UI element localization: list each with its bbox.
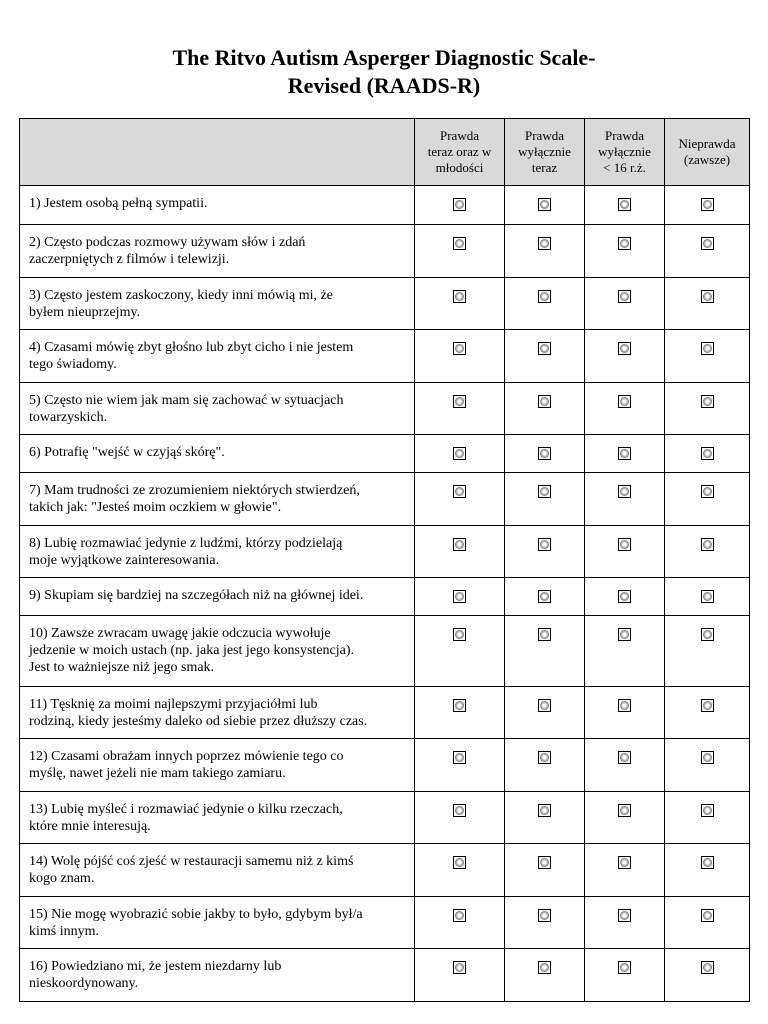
answer-cell: [665, 687, 750, 739]
answer-cell: [415, 739, 505, 792]
question-line: 16) Powiedziano mi, że jestem niezdarny lub: [29, 959, 282, 974]
answer-cell: [505, 435, 585, 473]
checkbox-never-true[interactable]: [701, 485, 714, 498]
answer-cell: [665, 330, 750, 383]
table-row: [20, 435, 750, 473]
checkbox-true-only-under-16[interactable]: [618, 237, 631, 250]
column-header-line: teraz oraz w: [427, 144, 492, 159]
checkbox-true-only-now[interactable]: [538, 856, 551, 869]
answer-cell: [415, 687, 505, 739]
checkbox-never-true[interactable]: [701, 961, 714, 974]
question-line: 12) Czasami obrażam innych poprzez mówienie tego co: [29, 749, 344, 764]
answer-cell: [415, 435, 505, 473]
answer-cell: [665, 225, 750, 278]
column-header-line: teraz: [531, 160, 558, 175]
column-header-line: wyłącznie: [598, 144, 651, 159]
question-line: jedzenie w moich ustach (np. jaka jest jego konsystencja).: [29, 643, 355, 658]
table-row: [20, 687, 750, 739]
question-line: 8) Lubię rozmawiać jedynie z ludźmi, którzy podzielają: [29, 536, 343, 551]
answer-cell: [665, 526, 750, 578]
checkbox-never-true[interactable]: [701, 538, 714, 551]
answer-cell: [505, 186, 585, 225]
answer-cell: [665, 792, 750, 844]
checkbox-never-true[interactable]: [701, 699, 714, 712]
checkbox-true-only-now[interactable]: [538, 590, 551, 603]
checkbox-never-true[interactable]: [701, 447, 714, 460]
answer-cell: [585, 949, 665, 1002]
question-line: 14) Wolę pójść coś zjeść w restauracji samemu niż z kimś: [29, 854, 354, 869]
document-title-line-2: Revised (RAADS-R): [287, 73, 481, 98]
document-title: [0, 44, 768, 100]
question-line: które mnie interesują.: [29, 819, 151, 834]
answer-cell: [665, 949, 750, 1002]
answer-cell: [585, 687, 665, 739]
answer-cell: [415, 526, 505, 578]
question-line: towarzyskich.: [29, 410, 108, 425]
answer-cell: [505, 844, 585, 897]
question-column-header: [20, 119, 415, 186]
question-line: rodziną, kiedy jesteśmy daleko od siebie przez dłuższy czas.: [29, 714, 368, 729]
table-header-row: [20, 119, 750, 186]
question-line: 6) Potrafię "wejść w czyjąś skórę".: [29, 445, 225, 460]
checkbox-true-only-under-16[interactable]: [618, 628, 631, 641]
checkbox-true-only-under-16[interactable]: [618, 590, 631, 603]
checkbox-true-only-under-16[interactable]: [618, 395, 631, 408]
checkbox-true-only-now[interactable]: [538, 237, 551, 250]
answer-cell: [585, 473, 665, 526]
checkbox-never-true[interactable]: [701, 290, 714, 303]
question-line: 5) Często nie wiem jak mam się zachować w sytuacjach: [29, 393, 344, 408]
question-line: 9) Skupiam się bardziej na szczegółach niż na głównej idei.: [29, 588, 364, 603]
question-text: [20, 616, 415, 687]
checkbox-true-now-and-youth[interactable]: [453, 590, 466, 603]
answer-cell: [665, 435, 750, 473]
checkbox-true-now-and-youth[interactable]: [453, 237, 466, 250]
column-header-true-only-now: [505, 119, 585, 186]
answer-cell: [415, 844, 505, 897]
table-row: [20, 739, 750, 792]
checkbox-true-now-and-youth[interactable]: [453, 628, 466, 641]
checkbox-true-only-under-16[interactable]: [618, 856, 631, 869]
answer-cell: [415, 792, 505, 844]
answer-cell: [585, 897, 665, 949]
document-title-line-1: The Ritvo Autism Asperger Diagnostic Scale-: [172, 45, 596, 70]
answer-cell: [665, 383, 750, 435]
answer-cell: [415, 186, 505, 225]
checkbox-true-only-now[interactable]: [538, 751, 551, 764]
checkbox-true-only-under-16[interactable]: [618, 699, 631, 712]
question-text: [20, 949, 415, 1002]
column-header-never-true: [665, 119, 750, 186]
answer-cell: [665, 897, 750, 949]
checkbox-true-only-now[interactable]: [538, 485, 551, 498]
answer-cell: [665, 278, 750, 330]
question-line: 1) Jestem osobą pełną sympatii.: [29, 196, 208, 211]
question-text: [20, 278, 415, 330]
column-header-line: (zawsze): [683, 152, 731, 167]
question-line: 7) Mam trudności ze zrozumieniem niektórych stwierdzeń,: [29, 483, 360, 498]
answer-cell: [505, 578, 585, 616]
question-line: byłem nieuprzejmy.: [29, 305, 141, 320]
checkbox-true-only-under-16[interactable]: [618, 447, 631, 460]
answer-cell: [505, 897, 585, 949]
checkbox-true-only-under-16[interactable]: [618, 538, 631, 551]
question-text: [20, 383, 415, 435]
answer-cell: [505, 278, 585, 330]
answer-cell: [415, 897, 505, 949]
checkbox-true-only-under-16[interactable]: [618, 290, 631, 303]
checkbox-true-only-under-16[interactable]: [618, 751, 631, 764]
answer-cell: [415, 949, 505, 1002]
question-text: [20, 687, 415, 739]
column-header-line: młodości: [435, 160, 484, 175]
checkbox-true-only-now[interactable]: [538, 290, 551, 303]
question-line: 15) Nie mogę wyobrazić sobie jakby to było, gdybym był/a: [29, 907, 363, 922]
checkbox-true-only-under-16[interactable]: [618, 198, 631, 211]
answer-cell: [415, 383, 505, 435]
answer-cell: [505, 330, 585, 383]
checkbox-true-only-now[interactable]: [538, 342, 551, 355]
checkbox-true-now-and-youth[interactable]: [453, 395, 466, 408]
checkbox-true-only-under-16[interactable]: [618, 804, 631, 817]
checkbox-true-now-and-youth[interactable]: [453, 699, 466, 712]
question-line: kimś innym.: [29, 924, 100, 939]
column-header-line: wyłącznie: [518, 144, 571, 159]
checkbox-never-true[interactable]: [701, 856, 714, 869]
question-text: [20, 844, 415, 897]
answer-cell: [505, 225, 585, 278]
answer-cell: [665, 186, 750, 225]
answer-cell: [585, 578, 665, 616]
answer-cell: [415, 225, 505, 278]
column-header-line: Nieprawda: [678, 136, 736, 151]
table-row: [20, 278, 750, 330]
table-row: [20, 844, 750, 897]
answer-cell: [585, 383, 665, 435]
answer-cell: [585, 435, 665, 473]
table-row: [20, 225, 750, 278]
checkbox-true-now-and-youth[interactable]: [453, 342, 466, 355]
question-line: 13) Lubię myśleć i rozmawiać jedynie o kilku rzeczach,: [29, 802, 343, 817]
answer-cell: [415, 473, 505, 526]
checkbox-never-true[interactable]: [701, 395, 714, 408]
checkbox-true-only-now[interactable]: [538, 628, 551, 641]
checkbox-true-now-and-youth[interactable]: [453, 961, 466, 974]
answer-cell: [585, 739, 665, 792]
question-line: Jest to ważniejsze niż jego smak.: [29, 660, 215, 675]
answer-cell: [415, 278, 505, 330]
question-line: zaczerpniętych z filmów i telewizji.: [29, 252, 230, 267]
question-line: 3) Często jestem zaskoczony, kiedy inni mówią mi, że: [29, 288, 333, 303]
question-line: 4) Czasami mówię zbyt głośno lub zbyt cicho i nie jestem: [29, 340, 354, 355]
checkbox-true-only-now[interactable]: [538, 961, 551, 974]
table-row: [20, 383, 750, 435]
checkbox-true-only-now[interactable]: [538, 447, 551, 460]
checkbox-true-only-under-16[interactable]: [618, 342, 631, 355]
column-header-line: Prawda: [440, 128, 479, 143]
answer-cell: [585, 186, 665, 225]
checkbox-true-only-now[interactable]: [538, 909, 551, 922]
checkbox-true-only-under-16[interactable]: [618, 485, 631, 498]
checkbox-never-true[interactable]: [701, 804, 714, 817]
answer-cell: [415, 616, 505, 687]
answer-cell: [585, 844, 665, 897]
answer-cell: [665, 844, 750, 897]
answer-cell: [585, 330, 665, 383]
question-line: 10) Zawsze zwracam uwagę jakie odczucia wywołuje: [29, 626, 331, 641]
answer-cell: [585, 278, 665, 330]
question-line: nieskoordynowany.: [29, 976, 139, 991]
answer-cell: [505, 792, 585, 844]
checkbox-true-now-and-youth[interactable]: [453, 909, 466, 922]
checkbox-true-only-now[interactable]: [538, 699, 551, 712]
checkbox-never-true[interactable]: [701, 628, 714, 641]
question-line: moje wyjątkowe zainteresowania.: [29, 553, 220, 568]
question-line: 2) Często podczas rozmowy używam słów i zdań: [29, 235, 306, 250]
question-line: tego świadomy.: [29, 357, 117, 372]
checkbox-true-only-under-16[interactable]: [618, 961, 631, 974]
answer-cell: [585, 526, 665, 578]
checkbox-true-only-now[interactable]: [538, 804, 551, 817]
column-header-line: < 16 r.ż.: [603, 160, 646, 175]
question-line: myślę, nawet jeżeli nie mam takiego zamiaru.: [29, 766, 286, 781]
question-line: takich jak: "Jesteś moim oczkiem w głowie".: [29, 500, 282, 515]
column-header-true-only-under-16: [585, 119, 665, 186]
table-row: [20, 897, 750, 949]
checkbox-true-now-and-youth[interactable]: [453, 198, 466, 211]
table-row: [20, 330, 750, 383]
answer-cell: [505, 473, 585, 526]
column-header-true-now-and-youth: [415, 119, 505, 186]
checkbox-true-now-and-youth[interactable]: [453, 751, 466, 764]
checkbox-never-true[interactable]: [701, 909, 714, 922]
table-row: [20, 949, 750, 1002]
question-text: [20, 330, 415, 383]
checkbox-never-true[interactable]: [701, 751, 714, 764]
checkbox-true-only-now[interactable]: [538, 198, 551, 211]
checkbox-true-now-and-youth[interactable]: [453, 538, 466, 551]
answer-cell: [505, 526, 585, 578]
question-rows: [20, 186, 750, 1002]
question-text: [20, 578, 415, 616]
checkbox-true-now-and-youth[interactable]: [453, 804, 466, 817]
question-line: 11) Tęsknię za moimi najlepszymi przyjaciółmi lub: [29, 697, 318, 712]
table-row: [20, 473, 750, 526]
answer-cell: [415, 578, 505, 616]
checkbox-never-true[interactable]: [701, 198, 714, 211]
question-line: kogo znam.: [29, 871, 95, 886]
checkbox-never-true[interactable]: [701, 237, 714, 250]
answer-cell: [665, 578, 750, 616]
checkbox-true-now-and-youth[interactable]: [453, 485, 466, 498]
question-text: [20, 897, 415, 949]
question-text: [20, 435, 415, 473]
questionnaire-table: [19, 118, 750, 1002]
answer-cell: [665, 473, 750, 526]
checkbox-never-true[interactable]: [701, 342, 714, 355]
checkbox-never-true[interactable]: [701, 590, 714, 603]
table-row: [20, 616, 750, 687]
answer-cell: [585, 616, 665, 687]
table-row: [20, 526, 750, 578]
checkbox-true-only-now[interactable]: [538, 538, 551, 551]
checkbox-true-only-under-16[interactable]: [618, 909, 631, 922]
answer-cell: [505, 949, 585, 1002]
question-text: [20, 225, 415, 278]
checkbox-true-now-and-youth[interactable]: [453, 447, 466, 460]
checkbox-true-now-and-youth[interactable]: [453, 856, 466, 869]
question-text: [20, 792, 415, 844]
checkbox-true-now-and-youth[interactable]: [453, 290, 466, 303]
question-text: [20, 739, 415, 792]
answer-cell: [585, 792, 665, 844]
question-text: [20, 526, 415, 578]
answer-cell: [415, 330, 505, 383]
table-row: [20, 792, 750, 844]
checkbox-true-only-now[interactable]: [538, 395, 551, 408]
answer-cell: [665, 616, 750, 687]
answer-cell: [665, 739, 750, 792]
question-text: [20, 186, 415, 225]
question-text: [20, 473, 415, 526]
answer-cell: [505, 616, 585, 687]
answer-cell: [505, 383, 585, 435]
answer-cell: [585, 225, 665, 278]
column-header-line: Prawda: [605, 128, 644, 143]
table-row: [20, 186, 750, 225]
answer-cell: [505, 687, 585, 739]
column-header-line: Prawda: [525, 128, 564, 143]
table-row: [20, 578, 750, 616]
answer-cell: [505, 739, 585, 792]
